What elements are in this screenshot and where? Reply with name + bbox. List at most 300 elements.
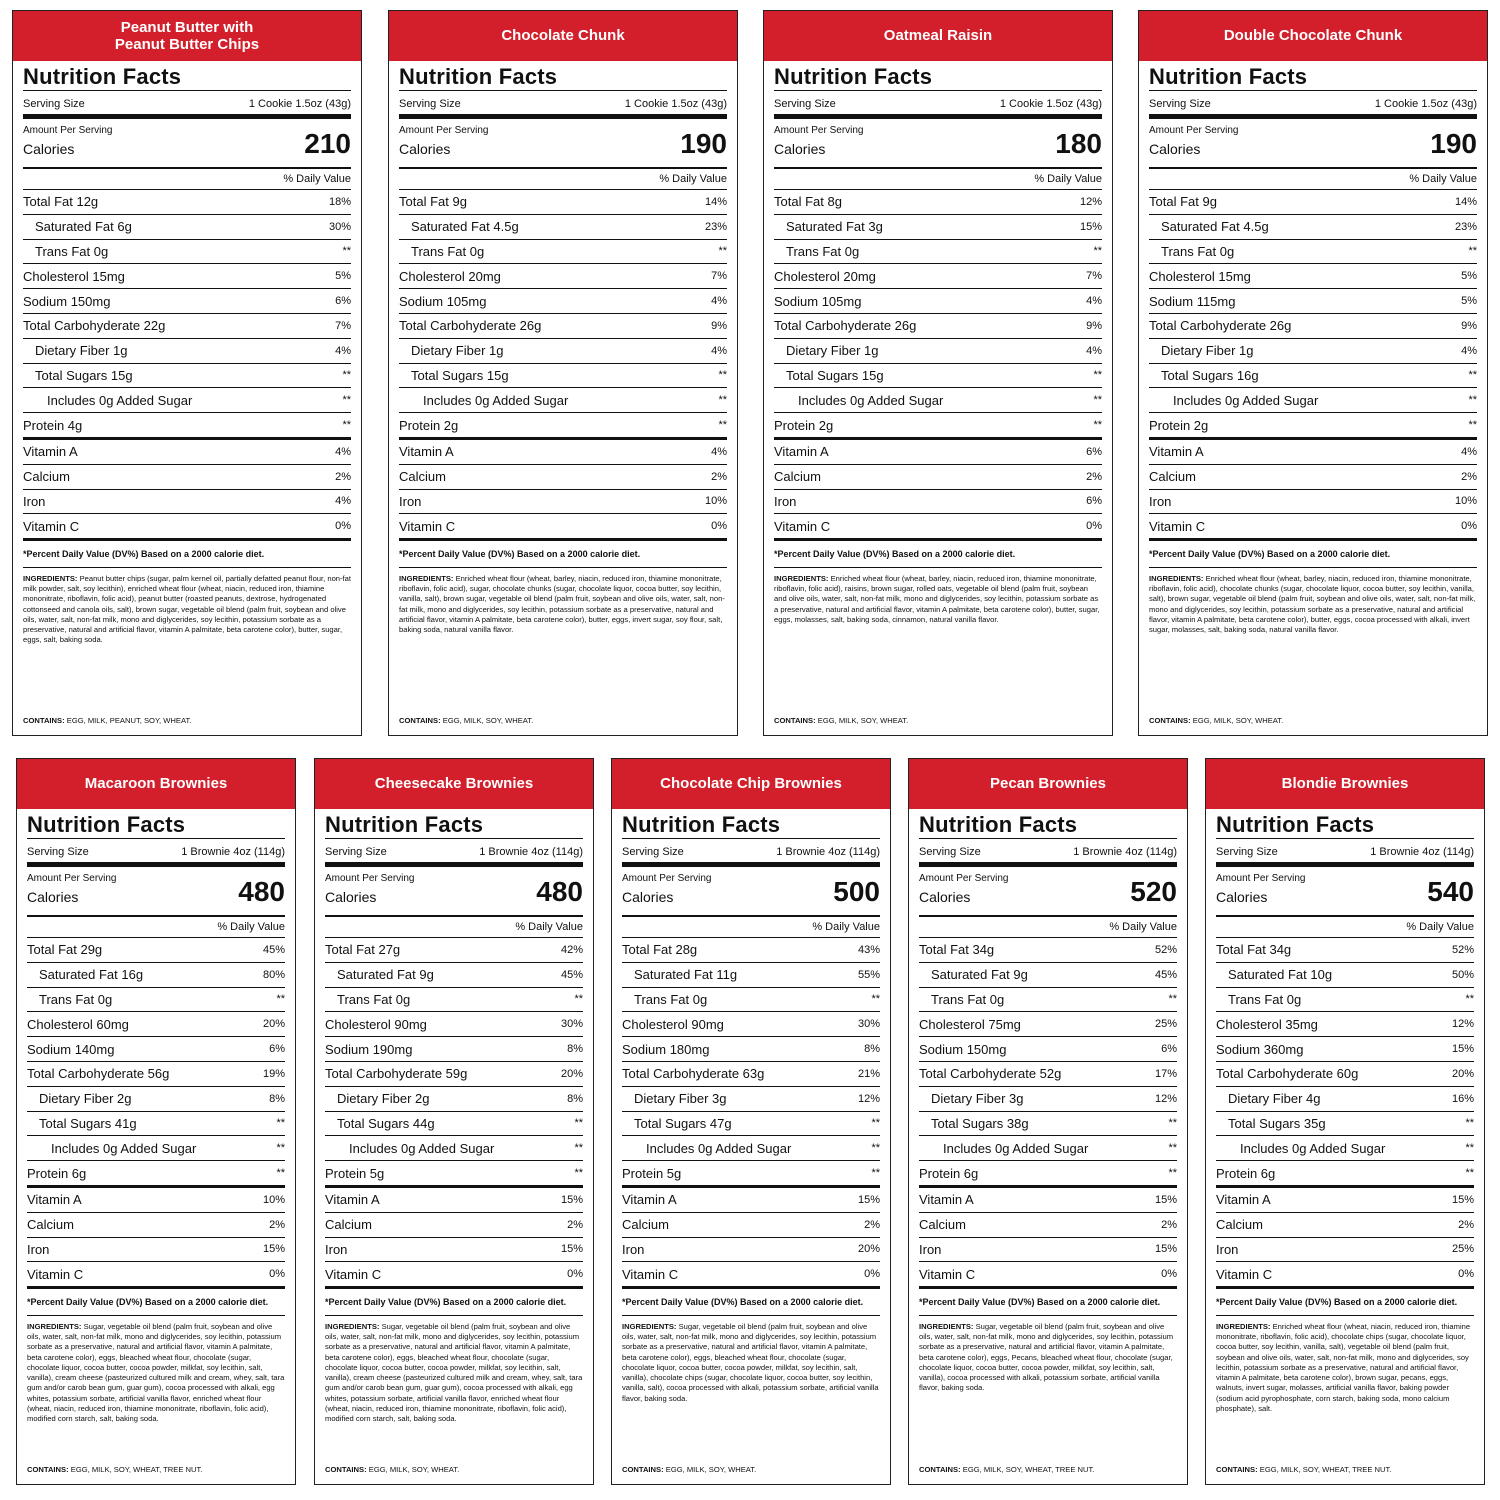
nutrient-label: Saturated Fat 9g [931, 967, 1028, 983]
daily-value: 2% [864, 1218, 880, 1231]
daily-value: 15% [560, 1243, 583, 1256]
nutrient-row [774, 289, 1102, 314]
daily-value-header: % Daily Value [325, 917, 583, 938]
nutrient-label: Total Fat 34g [1216, 942, 1292, 958]
calories-value: 520 [1130, 876, 1177, 907]
nutrient-row [27, 1012, 285, 1037]
calories-label: Calories [325, 889, 377, 905]
contains-text: EGG, MILK, SOY, WHEAT. [665, 1465, 757, 1474]
footnote: *Percent Daily Value (DV%) Based on a 2000 calorie diet. [919, 1289, 1177, 1316]
nutrient-row [325, 988, 583, 1013]
nutrient-row [1216, 963, 1474, 988]
nutrient-label: Trans Fat 0g [337, 991, 411, 1007]
nutrient-row [27, 1262, 285, 1289]
nutrient-label: Cholesterol 15mg [23, 268, 125, 284]
nutrient-label: Cholesterol 75mg [919, 1016, 1021, 1032]
daily-value: 0% [864, 1268, 880, 1281]
nutrient-row [622, 1161, 880, 1188]
nutrient-row [23, 240, 351, 265]
nutrient-label: Dietary Fiber 1g [1161, 343, 1254, 359]
daily-value: 2% [1086, 470, 1102, 483]
daily-value: 2% [567, 1218, 583, 1231]
ingredients-text: Sugar, vegetable oil blend (palm fruit, soybean and olive oils, water, salt, non-fat milk, mono and diglycerides, soy lecithin, potassium sorbate as a preservative, natural and artificial flavor, vitamin A palmitate, beta carotene color), eggs, bleached wheat flour, chocolate (sugar, chocolate liquor, cocoa butter, cocoa powder, milkfat, soy lecithin, salt, vanilla), cream cheese (pasteurized cultured milk and cream, whey, salt, tara gum and/or carob bean gum, guar gum), cocoa processed with alkali, egg whites, potassium sorbate, artificial vanilla flavor, enriched wheat flour (wheat, niacin, reduced iron, thiamine mononitrate, riboflavin, folic acid), modified corn starch, salt, baking soda. [27, 1321, 285, 1424]
nutrition-facts-label [17, 809, 295, 1484]
nutrient-row [1216, 1062, 1474, 1087]
daily-value: 0% [1458, 1268, 1474, 1281]
daily-value: 2% [335, 470, 351, 483]
nutrition-facts-heading: Nutrition Facts [23, 64, 182, 89]
nutrient-label: Vitamin A [1149, 444, 1204, 460]
daily-value-header: % Daily Value [622, 917, 880, 938]
nutrient-label: Iron [919, 1241, 942, 1257]
nutrient-label: Iron [325, 1241, 348, 1257]
daily-value-header: % Daily Value [1149, 169, 1477, 190]
ingredients [23, 568, 351, 646]
nutrient-row [1216, 1087, 1474, 1112]
nutrient-label: Total Fat 29g [27, 942, 103, 958]
nutrient-label: Trans Fat 0g [411, 243, 485, 259]
nutrient-label: Protein 2g [399, 417, 459, 433]
daily-value: ** [574, 1117, 583, 1130]
serving-size-row [23, 93, 351, 119]
nutrient-row [325, 1188, 583, 1213]
daily-value: ** [276, 993, 285, 1006]
allergens [1149, 716, 1283, 725]
nutrient-label: Protein 6g [919, 1165, 979, 1181]
nutrient-row [774, 240, 1102, 265]
footnote: *Percent Daily Value (DV%) Based on a 2000 calorie diet. [27, 1289, 285, 1316]
nutrient-row [23, 314, 351, 339]
nutrient-label: Trans Fat 0g [634, 991, 708, 1007]
product-title-bar [315, 759, 593, 810]
nutrient-label: Total Sugars 47g [634, 1115, 732, 1131]
daily-value: 0% [711, 520, 727, 533]
daily-value: 15% [1154, 1193, 1177, 1206]
daily-value: ** [1465, 1167, 1474, 1180]
daily-value: 8% [567, 1043, 583, 1056]
daily-value: ** [1168, 993, 1177, 1006]
ingredients [399, 568, 727, 636]
nutrient-label: Total Carbohyderate 26g [399, 318, 542, 334]
nutrient-row [399, 289, 727, 314]
nutrient-row [399, 490, 727, 515]
daily-value-header: % Daily Value [919, 917, 1177, 938]
contains-label: CONTAINS: [622, 1465, 664, 1474]
product-title: Cheesecake Brownies [374, 775, 534, 793]
nutrient-label: Total Sugars 15g [786, 367, 884, 383]
nutrient-row [919, 1136, 1177, 1161]
daily-value: 15% [1451, 1193, 1474, 1206]
ingredients-label: INGREDIENTS: [774, 573, 829, 583]
nutrient-label: Protein 2g [1149, 417, 1209, 433]
nutrient-label: Dietary Fiber 3g [931, 1091, 1024, 1107]
nutrition-facts-label [909, 809, 1187, 1484]
daily-value: 23% [704, 220, 727, 233]
nutrient-label: Total Fat 8g [774, 194, 842, 210]
serving-size-row [1149, 93, 1477, 119]
nutrient-row [622, 1188, 880, 1213]
contains-text: EGG, MILK, SOY, WHEAT. [368, 1465, 460, 1474]
serving-size-row [774, 93, 1102, 119]
nutrient-label: Vitamin C [919, 1266, 976, 1282]
nutrient-label: Total Carbohyderate 52g [919, 1066, 1062, 1082]
nutrient-row [774, 413, 1102, 440]
daily-value: 45% [560, 968, 583, 981]
nutrition-facts-label [1206, 809, 1484, 1484]
daily-value-header: % Daily Value [399, 169, 727, 190]
contains-text: EGG, MILK, SOY, WHEAT. [1192, 716, 1284, 725]
daily-value: 55% [857, 968, 880, 981]
nutrient-row [622, 1037, 880, 1062]
nutrient-label: Saturated Fat 6g [35, 219, 132, 235]
nutrient-label: Sodium 105mg [399, 293, 487, 309]
serving-size-value: 1 Brownie 4oz (114g) [776, 845, 880, 858]
amount-per-serving: Amount Per Serving [399, 125, 489, 136]
amount-per-serving: Amount Per Serving [325, 873, 415, 884]
amount-per-serving: Amount Per Serving [622, 873, 712, 884]
serving-size-label: Serving Size [325, 845, 387, 858]
nutrient-row [325, 1262, 583, 1289]
daily-value: 20% [857, 1243, 880, 1256]
daily-value: 4% [1086, 295, 1102, 308]
ingredients [325, 1316, 583, 1425]
nutrition-facts-heading: Nutrition Facts [622, 812, 781, 837]
nutrient-row [27, 1087, 285, 1112]
nutrient-row [1216, 1188, 1474, 1213]
nutrient-label: Saturated Fat 10g [1228, 967, 1333, 983]
daily-value: 6% [1086, 495, 1102, 508]
product-title: Pecan Brownies [990, 775, 1106, 793]
nutrient-label: Protein 5g [622, 1165, 682, 1181]
nutrient-label: Vitamin C [325, 1266, 382, 1282]
nutrient-label: Includes 0g Added Sugar [646, 1140, 792, 1156]
daily-value: ** [1093, 369, 1102, 382]
nutrition-panel [1138, 10, 1488, 736]
nutrient-row [325, 1037, 583, 1062]
product-title: Blondie Brownies [1281, 775, 1409, 793]
daily-value: 2% [711, 470, 727, 483]
nutrient-label: Total Carbohyderate 63g [622, 1066, 765, 1082]
nutrient-row [1216, 1037, 1474, 1062]
daily-value: ** [1465, 1142, 1474, 1155]
serving-size-label: Serving Size [399, 97, 461, 110]
daily-value: 8% [269, 1092, 285, 1105]
nutrient-row [919, 963, 1177, 988]
nutrient-row [919, 1112, 1177, 1137]
calories-row [325, 867, 583, 917]
nutrient-row [622, 1136, 880, 1161]
daily-value: ** [1465, 993, 1474, 1006]
daily-value: 4% [335, 344, 351, 357]
footnote: *Percent Daily Value (DV%) Based on a 2000 calorie diet. [1216, 1289, 1474, 1316]
nutrient-label: Trans Fat 0g [1161, 243, 1235, 259]
daily-value: 14% [704, 195, 727, 208]
nutrient-label: Saturated Fat 11g [634, 967, 738, 983]
nutrient-label: Includes 0g Added Sugar [51, 1140, 197, 1156]
nutrient-label: Total Fat 34g [919, 942, 995, 958]
daily-value: 10% [262, 1193, 285, 1206]
nutrient-label: Total Sugars 16g [1161, 367, 1259, 383]
nutrient-row [23, 514, 351, 541]
daily-value: 5% [1461, 295, 1477, 308]
product-title-bar [764, 11, 1112, 62]
nutrient-row [774, 190, 1102, 215]
nutrient-label: Vitamin C [774, 518, 831, 534]
nutrient-label: Cholesterol 15mg [1149, 268, 1251, 284]
daily-value: 9% [711, 319, 727, 332]
daily-value: ** [1093, 419, 1102, 432]
nutrient-row [325, 1087, 583, 1112]
ingredients-text: Enriched wheat flour (wheat, barley, niacin, reduced iron, thiamine mononitrate, riboflavin, folic acid), chocolate chunks (sugar, chocolate liquor, cocoa butter, soy lecithin, vanilla, salt), brown sugar, vegetable oil blend (palm fruit, soybean and olive oils, water, salt, non-fat milk, mono and diglycerides, soy lecithin, potassium sorbate as a preservative, natural and artificial flavor, vitamin A palmitate, beta carotene color), butter, eggs, cocoa processed with alkali, invert sugar, molasses, salt, baking soda, natural vanilla flavor. [1149, 573, 1476, 635]
daily-value: 0% [269, 1268, 285, 1281]
calories-value: 180 [1055, 128, 1102, 159]
product-title-bar [1206, 759, 1484, 810]
nutrient-label: Saturated Fat 4.5g [1161, 219, 1269, 235]
nutrient-label: Cholesterol 60mg [27, 1016, 129, 1032]
nutrient-row [919, 1213, 1177, 1238]
nutrient-row [1216, 1136, 1474, 1161]
nutrient-row [774, 264, 1102, 289]
nutrient-label: Vitamin A [774, 444, 829, 460]
daily-value: 14% [1454, 195, 1477, 208]
daily-value: 12% [1451, 1018, 1474, 1031]
nutrient-row [325, 1112, 583, 1137]
nutrition-facts-label [612, 809, 890, 1484]
calories-value: 480 [536, 876, 583, 907]
daily-value: 15% [857, 1193, 880, 1206]
nutrient-row [774, 364, 1102, 389]
daily-value: ** [871, 993, 880, 1006]
daily-value: ** [574, 1142, 583, 1155]
product-title: Chocolate Chunk [501, 27, 625, 45]
contains-label: CONTAINS: [1216, 1465, 1258, 1474]
footnote: *Percent Daily Value (DV%) Based on a 2000 calorie diet. [622, 1289, 880, 1316]
nutrient-label: Calcium [1149, 469, 1196, 485]
nutrition-panel [314, 758, 594, 1485]
ingredients-label: INGREDIENTS: [23, 573, 78, 583]
nutrient-label: Total Fat 9g [399, 194, 467, 210]
footnote: *Percent Daily Value (DV%) Based on a 2000 calorie diet. [23, 541, 351, 568]
serving-size-label: Serving Size [27, 845, 89, 858]
serving-size-label: Serving Size [1216, 845, 1278, 858]
calories-row [1216, 867, 1474, 917]
serving-size-row [325, 841, 583, 867]
nutrient-row [399, 215, 727, 240]
contains-text: EGG, MILK, SOY, WHEAT. [442, 716, 534, 725]
nutrient-row [622, 1238, 880, 1263]
daily-value-header: % Daily Value [774, 169, 1102, 190]
daily-value: ** [276, 1142, 285, 1155]
nutrient-label: Iron [23, 493, 46, 509]
daily-value: 4% [1461, 445, 1477, 458]
ingredients-text: Sugar, vegetable oil blend (palm fruit, soybean and olive oils, water, salt, non-fat milk, mono and diglycerides, soy lecithin, potassium sorbate as a preservative, natural and artificial flavor, vitamin A palmitate, beta carotene color), eggs, Pecans, bleached wheat flour, chocolate (sugar, chocolate liquor, cocoa butter, cocoa powder, milkfat, soy lecithin, salt, vanilla), cocoa processed with alkali, potassium sorbate, artificial vanilla flavor, baking soda. [919, 1321, 1174, 1393]
nutrient-label: Dietary Fiber 2g [337, 1091, 430, 1107]
ingredients-label: INGREDIENTS: [325, 1321, 380, 1331]
amount-per-serving: Amount Per Serving [1216, 873, 1306, 884]
nutrient-label: Cholesterol 20mg [399, 268, 501, 284]
nutrient-row [919, 1161, 1177, 1188]
footnote: *Percent Daily Value (DV%) Based on a 2000 calorie diet. [325, 1289, 583, 1316]
footnote: *Percent Daily Value (DV%) Based on a 2000 calorie diet. [399, 541, 727, 568]
daily-value: 4% [1086, 344, 1102, 357]
nutrient-label: Trans Fat 0g [1228, 991, 1302, 1007]
nutrient-row [919, 1012, 1177, 1037]
daily-value: 2% [269, 1218, 285, 1231]
nutrient-row [325, 1136, 583, 1161]
daily-value: 2% [1458, 1218, 1474, 1231]
nutrient-label: Includes 0g Added Sugar [47, 392, 193, 408]
nutrient-row [1149, 240, 1477, 265]
nutrient-label: Vitamin C [399, 518, 456, 534]
ingredients [1216, 1316, 1474, 1414]
serving-size-row [399, 93, 727, 119]
daily-value: ** [342, 245, 351, 258]
nutrient-label: Vitamin C [1149, 518, 1206, 534]
contains-text: EGG, MILK, SOY, WHEAT, TREE NUT. [70, 1465, 203, 1474]
nutrient-label: Sodium 360mg [1216, 1041, 1304, 1057]
nutrient-label: Iron [1149, 493, 1172, 509]
ingredients-text: Sugar, vegetable oil blend (palm fruit, soybean and olive oils, water, salt, non-fat milk, mono and diglycerides, soy lecithin, potassium sorbate as a preservative, natural and artificial flavor, vitamin A palmitate, beta carotene color), eggs, bleached wheat flour, chocolate (sugar, chocolate liquor, cocoa butter, cocoa powder, milkfat, soy lecithin, salt, vanilla), chocolate chips (sugar, chocolate liquor, cocoa butter, soy lecithin, vanilla, salt), cocoa processed with alkali, potassium sorbate, artificial vanilla flavor, baking soda. [622, 1321, 879, 1403]
nutrient-label: Calcium [1216, 1217, 1263, 1233]
daily-value: 0% [567, 1268, 583, 1281]
daily-value: 4% [711, 295, 727, 308]
product-title-bar [389, 11, 737, 62]
nutrient-row [1149, 440, 1477, 465]
daily-value: 18% [328, 195, 351, 208]
nutrient-label: Sodium 180mg [622, 1041, 710, 1057]
nutrient-label: Includes 0g Added Sugar [349, 1140, 495, 1156]
calories-label: Calories [399, 141, 451, 157]
calories-row [399, 119, 727, 169]
daily-value: 0% [1086, 520, 1102, 533]
nutrient-row [774, 314, 1102, 339]
ingredients [919, 1316, 1177, 1394]
daily-value: ** [276, 1117, 285, 1130]
nutrient-row [622, 1012, 880, 1037]
nutrient-label: Trans Fat 0g [35, 243, 109, 259]
nutrient-row [27, 1161, 285, 1188]
daily-value: 30% [560, 1018, 583, 1031]
ingredients-label: INGREDIENTS: [622, 1321, 677, 1331]
serving-size-value: 1 Brownie 4oz (114g) [1073, 845, 1177, 858]
nutrition-facts-heading: Nutrition Facts [27, 812, 186, 837]
calories-label: Calories [1149, 141, 1201, 157]
ingredients-text: Enriched wheat flour (wheat, niacin, reduced iron, thiamine mononitrate, riboflavin, folic acid), chocolate chips (sugar, chocolate liquor, cocoa butter, soy lecithin, vanilla, salt), vegetable oil blend (palm fruit, soybean and olive oils, water, salt, non-fat milk, mono and diglycerides, soy lecithin, potassium sorbate as a preservative, natural and artificial flavor, vitamin A palmitate, beta carotene color), brown sugar, pecans, eggs, walnuts, invert sugar, molasses, artificial vanilla flavor, baking powder (sodium acid pyrophosphate, corn starch, baking soda, mono calcium phosphate), salt. [1216, 1321, 1471, 1413]
daily-value: ** [1168, 1142, 1177, 1155]
nutrient-row [23, 490, 351, 515]
nutrient-label: Total Sugars 35g [1228, 1115, 1326, 1131]
nutrient-row [774, 490, 1102, 515]
nutrient-label: Total Sugars 15g [411, 367, 509, 383]
nutrient-row [399, 264, 727, 289]
nutrient-label: Includes 0g Added Sugar [423, 392, 569, 408]
daily-value: 2% [1461, 470, 1477, 483]
nutrient-label: Sodium 105mg [774, 293, 862, 309]
nutrient-row [1149, 190, 1477, 215]
daily-value: 52% [1451, 943, 1474, 956]
serving-size-value: 1 Cookie 1.5oz (43g) [248, 97, 351, 110]
daily-value: ** [1168, 1117, 1177, 1130]
nutrient-row [23, 215, 351, 240]
product-title-bar [909, 759, 1187, 810]
nutrient-row [774, 514, 1102, 541]
daily-value: 6% [1161, 1043, 1177, 1056]
daily-value: ** [574, 1167, 583, 1180]
allergens [622, 1465, 756, 1474]
nutrient-row [1216, 1262, 1474, 1289]
nutrient-row [27, 1062, 285, 1087]
nutrient-label: Vitamin C [622, 1266, 679, 1282]
allergens [325, 1465, 459, 1474]
nutrient-label: Total Sugars 15g [35, 367, 133, 383]
nutrient-row [399, 314, 727, 339]
daily-value: 23% [1454, 220, 1477, 233]
nutrient-row [622, 938, 880, 963]
daily-value: ** [1093, 245, 1102, 258]
nutrient-label: Cholesterol 90mg [622, 1016, 724, 1032]
nutrient-label: Protein 2g [774, 417, 834, 433]
nutrient-row [622, 1062, 880, 1087]
nutrient-row [399, 465, 727, 490]
contains-label: CONTAINS: [23, 716, 65, 725]
nutrient-label: Includes 0g Added Sugar [798, 392, 944, 408]
daily-value: 80% [262, 968, 285, 981]
nutrient-label: Total Fat 27g [325, 942, 401, 958]
serving-size-value: 1 Brownie 4oz (114g) [479, 845, 583, 858]
nutrient-row [325, 1012, 583, 1037]
nutrition-facts-label [315, 809, 593, 1484]
allergens [919, 1465, 1094, 1474]
nutrient-row [1149, 264, 1477, 289]
ingredients-label: INGREDIENTS: [399, 573, 454, 583]
daily-value: 20% [560, 1067, 583, 1080]
daily-value: 15% [560, 1193, 583, 1206]
serving-size-row [1216, 841, 1474, 867]
calories-label: Calories [27, 889, 79, 905]
nutrient-label: Saturated Fat 16g [39, 967, 144, 983]
contains-label: CONTAINS: [774, 716, 816, 725]
nutrient-row [1216, 1012, 1474, 1037]
nutrient-label: Iron [774, 493, 797, 509]
daily-value: 2% [1161, 1218, 1177, 1231]
daily-value: 4% [335, 495, 351, 508]
daily-value: 4% [711, 445, 727, 458]
nutrient-row [919, 1037, 1177, 1062]
nutrient-row [399, 388, 727, 413]
daily-value: 30% [857, 1018, 880, 1031]
calories-value: 480 [238, 876, 285, 907]
daily-value: ** [871, 1117, 880, 1130]
daily-value: 19% [262, 1067, 285, 1080]
serving-size-value: 1 Cookie 1.5oz (43g) [999, 97, 1102, 110]
nutrient-row [23, 264, 351, 289]
nutrient-label: Dietary Fiber 1g [786, 343, 879, 359]
nutrient-row [27, 1037, 285, 1062]
footnote: *Percent Daily Value (DV%) Based on a 2000 calorie diet. [1149, 541, 1477, 568]
nutrient-row [399, 413, 727, 440]
daily-value: 16% [1451, 1092, 1474, 1105]
amount-per-serving: Amount Per Serving [919, 873, 1009, 884]
daily-value: 15% [1154, 1243, 1177, 1256]
contains-text: EGG, MILK, PEANUT, SOY, WHEAT. [66, 716, 192, 725]
nutrition-facts-heading: Nutrition Facts [919, 812, 1078, 837]
nutrient-row [399, 514, 727, 541]
nutrition-facts-heading: Nutrition Facts [325, 812, 484, 837]
nutrient-label: Trans Fat 0g [39, 991, 113, 1007]
nutrient-label: Total Carbohyderate 26g [774, 318, 917, 334]
nutrient-row [399, 364, 727, 389]
daily-value: 9% [1461, 319, 1477, 332]
